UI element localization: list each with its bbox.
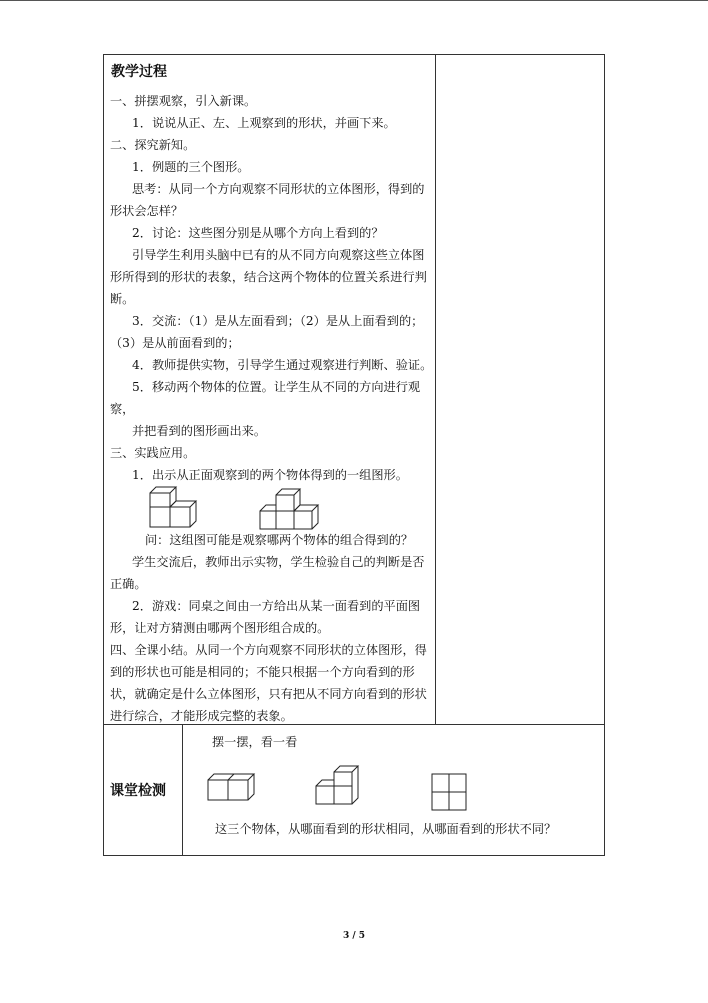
- cube-face: [228, 780, 248, 800]
- cube-figure-1: [148, 485, 198, 531]
- text-line: 形状会怎样？: [110, 204, 184, 218]
- cube-face: [334, 772, 352, 786]
- text-line: 察，: [110, 402, 135, 416]
- text-line: 2．讨论：这些图分别是从哪个方向上看到的？: [132, 226, 384, 240]
- text-line: 三、实践应用。: [110, 446, 196, 460]
- cube-side: [190, 501, 196, 527]
- text-line: 状，就确定是什么立体图形，只有把从不同方向看到的形状: [110, 687, 427, 701]
- text-line: 到的形状也可能是相同的；不能只根据一个方向看到的形: [110, 665, 415, 679]
- text-line: 1．例题的三个图形。: [132, 160, 250, 174]
- table-divider-label: [182, 724, 183, 856]
- text-line: 并把看到的图形画出来。: [132, 424, 267, 438]
- cube-top: [150, 487, 176, 493]
- text-line: 1．出示从正面观察到的两个物体得到的一组图形。: [132, 468, 408, 482]
- text-line: 思考：从同一个方向观察不同形状的立体图形，得到的: [132, 182, 425, 196]
- text-line: 形所得到的形状的表象，结合这两个物体的位置关系进行判: [110, 270, 427, 284]
- cube-top: [276, 489, 300, 495]
- cube-top: [170, 501, 196, 507]
- cube-face: [316, 786, 334, 804]
- cube-face: [276, 511, 294, 529]
- cube-figure-2: [258, 485, 320, 531]
- cube-face: [208, 780, 228, 800]
- section-title: 教学过程: [111, 64, 167, 80]
- text-line: 学生交流后，教师出示实物，学生检验自己的判断是否: [132, 555, 425, 569]
- text-line: 四、全课小结。从同一个方向观察不同形状的立体图形，得: [110, 643, 427, 657]
- text-line: 正确。: [110, 577, 147, 591]
- cube-face: [260, 511, 276, 529]
- check-figure-1: [206, 768, 260, 804]
- cube-face: [150, 493, 170, 507]
- text-line: 2．游戏：同桌之间由一方给出从某一面看到的平面图: [132, 599, 421, 613]
- check-instruction: 摆一摆，看一看: [212, 735, 298, 749]
- cube-top: [294, 505, 318, 511]
- cube-face: [294, 511, 312, 529]
- cube-face: [276, 495, 294, 511]
- check-figure-3: [430, 772, 470, 812]
- table-divider-right: [435, 54, 436, 724]
- cube-top: [260, 505, 276, 511]
- text-line: 4．教师提供实物，引导学生通过观察进行判断、验证。: [132, 358, 433, 372]
- text-line: 5．移动两个物体的位置。让学生从不同的方向进行观: [132, 380, 421, 394]
- text-line: 引导学生利用头脑中已有的从不同方向观察这些立体图: [132, 248, 425, 262]
- text-line: 一、拼摆观察，引入新课。: [110, 94, 257, 108]
- cube-face: [150, 507, 170, 527]
- text-line: 断。: [110, 292, 135, 306]
- text-line: 二、探究新知。: [110, 138, 196, 152]
- cube-face: [334, 786, 352, 804]
- text-line: 形，让对方猜测由哪两个图形组合成的。: [110, 621, 330, 635]
- page-number: 3 / 5: [342, 931, 366, 941]
- cube-top: [316, 780, 334, 786]
- check-question: 这三个物体，从哪面看到的形状相同，从哪面看到的形状不同？: [215, 822, 557, 836]
- table-divider-row: [103, 724, 605, 725]
- text-line: 3．交流：（1）是从左面看到；（2）是从上面看到的；: [132, 314, 424, 328]
- text-line: 1．说说从正、左、上观察到的形状，并画下来。: [132, 116, 396, 130]
- cube-top: [228, 774, 234, 780]
- header-rule: [0, 0, 708, 1]
- cube-face: [170, 507, 190, 527]
- text-line: 进行综合，才能形成完整的表象。: [110, 709, 293, 723]
- cube-top: [334, 766, 358, 772]
- text-line: 问：这组图可能是观察哪两个物体的组合得到的？: [145, 533, 414, 547]
- check-figure-2: [314, 764, 366, 806]
- check-label: 课堂检测: [110, 783, 166, 799]
- text-line: （3）是从前面看到的；: [110, 336, 240, 350]
- cube-side: [248, 774, 254, 800]
